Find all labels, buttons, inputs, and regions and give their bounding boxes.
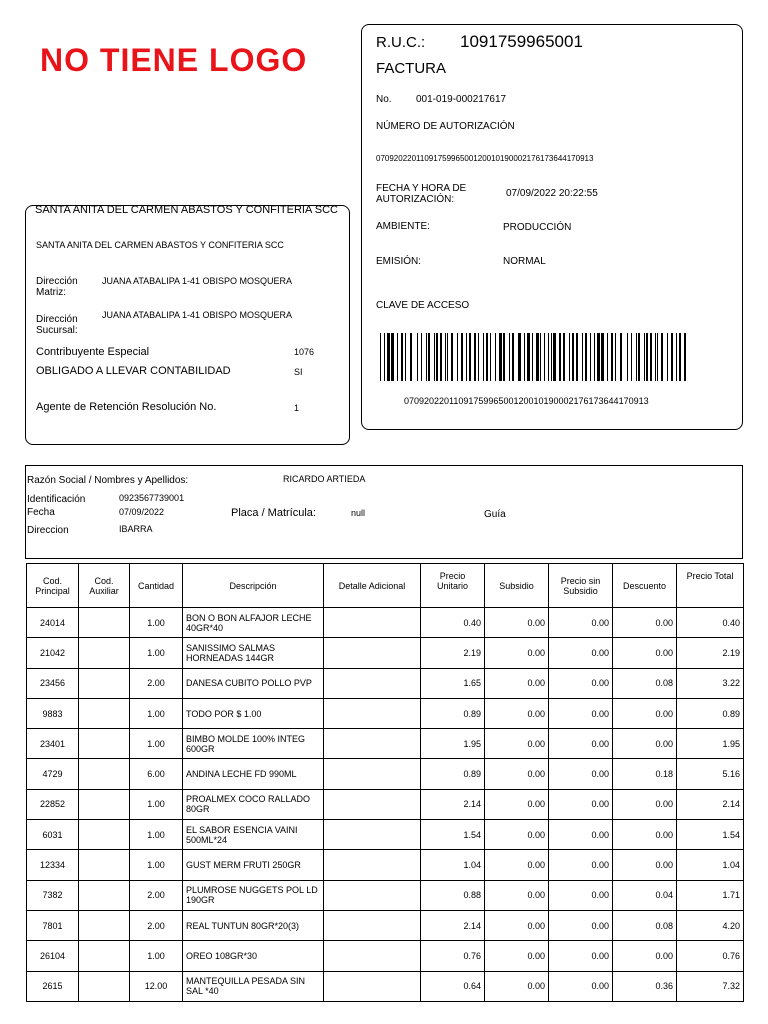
table-row — [27, 608, 744, 638]
cell-precio-total: 0.89 — [677, 698, 744, 728]
barcode-bar — [445, 333, 446, 381]
cell-descripcion: ANDINA LECHE FD 990ML — [183, 759, 324, 789]
clave-value: 0709202201109175996500120010190002176173644170913 — [404, 396, 649, 406]
col-descuento: Descuento — [613, 564, 677, 608]
cell-cantidad: 1.00 — [130, 638, 183, 668]
cell-detalle-adicional — [324, 729, 421, 759]
barcode-bar — [474, 333, 476, 381]
cell-cantidad: 1.00 — [130, 729, 183, 759]
barcode-bar — [436, 333, 438, 381]
cell-precio-total: 5.16 — [677, 759, 744, 789]
cell-subsidio: 0.00 — [485, 971, 549, 1001]
cell-precio-sin-subsidio: 0.00 — [549, 729, 613, 759]
id-value: 0923567739001 — [119, 493, 185, 503]
cell-descuento: 0.08 — [613, 668, 677, 698]
cell-cod-principal: 2615 — [27, 971, 79, 1001]
cell-cod-auxiliar — [79, 880, 130, 910]
auth-date: 07/09/2022 20:22:55 — [506, 188, 598, 199]
cell-cantidad: 2.00 — [130, 880, 183, 910]
obligado-label: OBLIGADO A LLEVAR CONTABILIDAD — [36, 365, 231, 377]
issuer-title: SANTA ANITA DEL CARMEN ABASTOS Y CONFITERIA SCC — [35, 204, 338, 216]
issuer-name: SANTA ANITA DEL CARMEN ABASTOS Y CONFITERIA SCC — [36, 240, 284, 250]
table-row — [27, 729, 744, 759]
barcode-bar — [551, 333, 552, 381]
cell-descuento: 0.00 — [613, 789, 677, 819]
cell-subsidio: 0.00 — [485, 850, 549, 880]
cell-cantidad: 2.00 — [130, 910, 183, 940]
cell-detalle-adicional — [324, 608, 421, 638]
col-cod-auxiliar: Cod. Auxiliar — [79, 564, 130, 608]
table-row — [27, 880, 744, 910]
cell-subsidio: 0.00 — [485, 941, 549, 971]
cell-descuento: 0.04 — [613, 880, 677, 910]
cell-precio-total: 0.76 — [677, 941, 744, 971]
cell-subsidio: 0.00 — [485, 880, 549, 910]
cell-descripcion: DANESA CUBITO POLLO PVP — [183, 668, 324, 698]
cell-cod-principal: 9883 — [27, 698, 79, 728]
table-row — [27, 698, 744, 728]
clave-label: CLAVE DE ACCESO — [376, 300, 470, 311]
barcode-bar — [563, 333, 565, 381]
cell-descuento: 0.00 — [613, 638, 677, 668]
barcode-bar — [391, 333, 394, 381]
barcode-bar — [569, 333, 570, 381]
cell-cod-principal: 21042 — [27, 638, 79, 668]
barcode-bar — [503, 333, 505, 381]
cell-precio-unitario: 0.89 — [421, 698, 485, 728]
cell-cantidad: 12.00 — [130, 971, 183, 1001]
barcode-bar — [553, 333, 556, 381]
cell-precio-total: 2.19 — [677, 638, 744, 668]
cell-precio-total: 1.71 — [677, 880, 744, 910]
direccion-label: Direccion — [27, 525, 69, 536]
barcode-bar — [401, 333, 403, 381]
cell-detalle-adicional — [324, 820, 421, 850]
cell-cantidad: 6.00 — [130, 759, 183, 789]
cell-descripcion: GUST MERM FRUTI 250GR — [183, 850, 324, 880]
table-row — [27, 910, 744, 940]
cell-descripcion: EL SABOR ESENCIA VAINI 500ML*24 — [183, 820, 324, 850]
cell-detalle-adicional — [324, 880, 421, 910]
barcode-bar — [469, 333, 471, 381]
cell-precio-sin-subsidio: 0.00 — [549, 759, 613, 789]
cell-cantidad: 2.00 — [130, 668, 183, 698]
barcode-bar — [387, 333, 390, 381]
barcode-bar — [594, 333, 595, 381]
cell-cantidad: 1.00 — [130, 941, 183, 971]
cell-descuento: 0.00 — [613, 608, 677, 638]
cell-subsidio: 0.00 — [485, 729, 549, 759]
cell-cantidad: 1.00 — [130, 820, 183, 850]
barcode-image — [380, 333, 686, 381]
cell-cod-principal: 26104 — [27, 941, 79, 971]
barcode-bar — [478, 333, 479, 381]
cell-subsidio: 0.00 — [485, 638, 549, 668]
invoice-no: 001-019-000217617 — [416, 94, 507, 105]
cell-cod-auxiliar — [79, 971, 130, 1001]
contrib-value: 1076 — [294, 347, 315, 357]
barcode-bar — [615, 333, 616, 381]
fecha-label: Fecha — [27, 507, 55, 518]
barcode-bar — [679, 333, 681, 381]
cell-cod-principal: 4729 — [27, 759, 79, 789]
barcode-bar — [457, 333, 458, 381]
barcode-bar — [499, 333, 502, 381]
barcode-bar — [495, 333, 496, 381]
invoice-no-label: No. — [376, 94, 392, 105]
cell-cod-principal: 7382 — [27, 880, 79, 910]
table-row — [27, 638, 744, 668]
cell-cod-auxiliar — [79, 698, 130, 728]
cell-detalle-adicional — [324, 759, 421, 789]
cell-cod-principal: 23401 — [27, 729, 79, 759]
barcode-bar — [559, 333, 561, 381]
cell-cod-auxiliar — [79, 850, 130, 880]
barcode-bar — [426, 333, 427, 381]
contrib-label: Contribuyente Especial — [36, 346, 150, 358]
ambiente-label: AMBIENTE: — [376, 221, 430, 232]
barcode-bar — [532, 333, 533, 381]
obligado-value: SI — [294, 367, 303, 377]
cell-precio-sin-subsidio: 0.00 — [549, 941, 613, 971]
barcode-bar — [397, 333, 398, 381]
barcode-bar — [667, 333, 668, 381]
cell-precio-unitario: 2.14 — [421, 910, 485, 940]
cell-subsidio: 0.00 — [485, 759, 549, 789]
cell-precio-sin-subsidio: 0.00 — [549, 820, 613, 850]
barcode-bar — [451, 333, 453, 381]
cell-precio-sin-subsidio: 0.00 — [549, 910, 613, 940]
cell-descripcion: OREO 108GR*30 — [183, 941, 324, 971]
dir-sucursal-label: Dirección Sucursal: — [36, 314, 78, 336]
cell-descripcion: BON O BON ALFAJOR LECHE 40GR*40 — [183, 608, 324, 638]
cell-precio-sin-subsidio: 0.00 — [549, 789, 613, 819]
cell-detalle-adicional — [324, 789, 421, 819]
cell-precio-unitario: 0.76 — [421, 941, 485, 971]
cell-subsidio: 0.00 — [485, 698, 549, 728]
barcode-bar — [527, 333, 530, 381]
cell-descripcion: PLUMROSE NUGGETS POL LD 190GR — [183, 880, 324, 910]
doc-type: FACTURA — [376, 60, 447, 77]
cell-precio-unitario: 0.40 — [421, 608, 485, 638]
cell-descripcion: PROALMEX COCO RALLADO 80GR — [183, 789, 324, 819]
cell-detalle-adicional — [324, 698, 421, 728]
barcode-bar — [461, 333, 463, 381]
emision-value: NORMAL — [503, 256, 546, 267]
barcode-bar — [611, 333, 613, 381]
col-subsidio: Subsidio — [485, 564, 549, 608]
barcode-bar — [572, 333, 574, 381]
cell-cod-auxiliar — [79, 820, 130, 850]
cell-precio-sin-subsidio: 0.00 — [549, 698, 613, 728]
cell-cod-auxiliar — [79, 941, 130, 971]
cell-descuento: 0.00 — [613, 941, 677, 971]
cell-descripcion: SANISSIMO SALMAS HORNEADAS 144GR — [183, 638, 324, 668]
id-label: Identificación — [27, 494, 86, 505]
cell-precio-total: 1.04 — [677, 850, 744, 880]
cell-cod-auxiliar — [79, 789, 130, 819]
barcode-bar — [582, 333, 583, 381]
ambiente-value: PRODUCCIÓN — [503, 222, 572, 233]
cell-descripcion: TODO POR $ 1.00 — [183, 698, 324, 728]
direccion-value: IBARRA — [119, 524, 153, 534]
table-row — [27, 820, 744, 850]
cell-cod-principal: 24014 — [27, 608, 79, 638]
barcode-bar — [627, 333, 628, 381]
cell-precio-sin-subsidio: 0.00 — [549, 850, 613, 880]
barcode-bar — [410, 333, 412, 381]
cell-precio-total: 7.32 — [677, 971, 744, 1001]
agente-label: Agente de Retención Resolución No. — [36, 401, 217, 413]
barcode-bar — [650, 333, 652, 381]
cell-precio-total: 4.20 — [677, 910, 744, 940]
cell-descuento: 0.00 — [613, 698, 677, 728]
cell-descuento: 0.00 — [613, 850, 677, 880]
cell-descripcion: MANTEQUILLA PESADA SIN SAL *40 — [183, 971, 324, 1001]
cell-cod-principal: 12334 — [27, 850, 79, 880]
barcode-bar — [631, 333, 632, 381]
barcode-bar — [684, 333, 686, 381]
col-descripcion: Descripción — [183, 564, 324, 608]
auth-number: 0709202201109175996500120010190002176173644170913 — [376, 154, 594, 163]
cell-precio-unitario: 1.65 — [421, 668, 485, 698]
barcode-bar — [601, 333, 604, 381]
table-row — [27, 759, 744, 789]
table-row — [27, 850, 744, 880]
col-detalle-adicional: Detalle Adicional — [324, 564, 421, 608]
cell-descuento: 0.18 — [613, 759, 677, 789]
cell-precio-sin-subsidio: 0.00 — [549, 608, 613, 638]
cell-cantidad: 1.00 — [130, 850, 183, 880]
cell-subsidio: 0.00 — [485, 668, 549, 698]
col-cantidad: Cantidad — [130, 564, 183, 608]
placa-value: null — [351, 508, 366, 518]
barcode-bar — [671, 333, 673, 381]
cell-precio-unitario: 2.19 — [421, 638, 485, 668]
cell-subsidio: 0.00 — [485, 789, 549, 819]
cell-cod-principal: 7801 — [27, 910, 79, 940]
cell-cod-principal: 23456 — [27, 668, 79, 698]
table-row — [27, 971, 744, 1001]
table-header-row — [27, 564, 744, 608]
dir-matriz-label: Dirección Matriz: — [36, 276, 78, 298]
cell-precio-unitario: 1.54 — [421, 820, 485, 850]
cell-detalle-adicional — [324, 941, 421, 971]
cell-cantidad: 1.00 — [130, 789, 183, 819]
barcode-bar — [544, 333, 545, 381]
cell-descuento: 0.08 — [613, 910, 677, 940]
barcode-bar — [661, 333, 663, 381]
barcode-bar — [536, 333, 539, 381]
cell-detalle-adicional — [324, 668, 421, 698]
barcode-bar — [512, 333, 514, 381]
cell-cod-principal: 6031 — [27, 820, 79, 850]
barcode-bar — [540, 333, 541, 381]
cell-precio-sin-subsidio: 0.00 — [549, 971, 613, 1001]
cell-detalle-adicional — [324, 971, 421, 1001]
col-precio-sin-subsidio: Precio sin Subsidio — [549, 564, 613, 608]
auth-date-label: FECHA Y HORA DE AUTORIZACIÓN: — [376, 183, 467, 205]
ruc-label: R.U.C.: — [376, 34, 426, 51]
cell-precio-unitario: 0.89 — [421, 759, 485, 789]
cell-descripcion: REAL TUNTUN 80GR*20(3) — [183, 910, 324, 940]
barcode-bar — [620, 333, 622, 381]
barcode-bar — [486, 333, 488, 381]
fecha-value: 07/09/2022 — [119, 507, 165, 517]
cell-detalle-adicional — [324, 850, 421, 880]
barcode-bar — [384, 333, 385, 381]
barcode-bar — [655, 333, 656, 381]
barcode-bar — [466, 333, 467, 381]
cell-cod-principal: 22852 — [27, 789, 79, 819]
cell-precio-total: 1.95 — [677, 729, 744, 759]
cell-precio-total: 0.40 — [677, 608, 744, 638]
barcode-bar — [428, 333, 430, 381]
cell-detalle-adicional — [324, 638, 421, 668]
ruc-value: 1091759965001 — [460, 32, 583, 51]
barcode-bar — [646, 333, 648, 381]
placa-label: Placa / Matrícula: — [231, 507, 316, 519]
barcode-bar — [607, 333, 608, 381]
cell-descuento: 0.00 — [613, 820, 677, 850]
cell-cod-auxiliar — [79, 910, 130, 940]
cell-precio-unitario: 0.64 — [421, 971, 485, 1001]
cell-subsidio: 0.00 — [485, 910, 549, 940]
razon-label: Razón Social / Nombres y Apellidos: — [27, 475, 189, 486]
barcode-bar — [638, 333, 640, 381]
cell-descripcion: BIMBO MOLDE 100% INTEG 600GR — [183, 729, 324, 759]
dir-matriz-value: JUANA ATABALIPA 1-41 OBISPO MOSQUERA — [102, 276, 293, 286]
guia-label: Guía — [484, 509, 506, 520]
barcode-bar — [380, 333, 381, 381]
barcode-bar — [434, 333, 435, 381]
barcode-bar — [417, 333, 418, 381]
emision-label: EMISIÓN: — [376, 256, 422, 267]
cell-precio-total: 3.22 — [677, 668, 744, 698]
barcode-bar — [590, 333, 591, 381]
barcode-bar — [524, 333, 525, 381]
cell-cod-auxiliar — [79, 759, 130, 789]
cell-cod-auxiliar — [79, 638, 130, 668]
cell-precio-sin-subsidio: 0.00 — [549, 880, 613, 910]
barcode-bar — [576, 333, 578, 381]
cell-precio-total: 1.54 — [677, 820, 744, 850]
barcode-bar — [490, 333, 491, 381]
cell-precio-total: 2.14 — [677, 789, 744, 819]
cell-precio-unitario: 0.88 — [421, 880, 485, 910]
col-precio-unitario: Precio Unitario — [421, 564, 485, 608]
items-table — [26, 563, 744, 1002]
barcode-bar — [597, 333, 600, 381]
barcode-bar — [644, 333, 645, 381]
cell-precio-unitario: 2.14 — [421, 789, 485, 819]
cell-cod-auxiliar — [79, 608, 130, 638]
col-precio-total: Precio Total — [677, 564, 744, 608]
barcode-bar — [548, 333, 549, 381]
cell-cod-auxiliar — [79, 729, 130, 759]
barcode-bar — [636, 333, 637, 381]
cell-cantidad: 1.00 — [130, 698, 183, 728]
table-row — [27, 668, 744, 698]
cell-cantidad: 1.00 — [130, 608, 183, 638]
table-row — [27, 941, 744, 971]
barcode-bar — [405, 333, 406, 381]
barcode-bar — [421, 333, 422, 381]
auth-label: NÚMERO DE AUTORIZACIÓN — [376, 121, 515, 132]
razon-value: RICARDO ARTIEDA — [283, 474, 366, 484]
barcode-bar — [447, 333, 448, 381]
cell-cod-auxiliar — [79, 668, 130, 698]
dir-sucursal-value: JUANA ATABALIPA 1-41 OBISPO MOSQUERA — [102, 310, 293, 320]
barcode-bar — [440, 333, 442, 381]
cell-precio-sin-subsidio: 0.00 — [549, 668, 613, 698]
barcode-bar — [483, 333, 484, 381]
barcode-bar — [585, 333, 587, 381]
cell-descuento: 0.36 — [613, 971, 677, 1001]
barcode-bar — [676, 333, 677, 381]
cell-subsidio: 0.00 — [485, 820, 549, 850]
cell-descuento: 0.00 — [613, 729, 677, 759]
cell-precio-sin-subsidio: 0.00 — [549, 638, 613, 668]
cell-precio-unitario: 1.04 — [421, 850, 485, 880]
barcode-bar — [509, 333, 510, 381]
cell-subsidio: 0.00 — [485, 608, 549, 638]
col-cod-principal: Cod. Principal — [27, 564, 79, 608]
cell-precio-unitario: 1.95 — [421, 729, 485, 759]
logo-placeholder: NO TIENE LOGO — [40, 42, 308, 78]
barcode-bar — [518, 333, 521, 381]
barcode-bar — [657, 333, 658, 381]
cell-detalle-adicional — [324, 910, 421, 940]
table-row — [27, 789, 744, 819]
agente-value: 1 — [294, 403, 300, 413]
